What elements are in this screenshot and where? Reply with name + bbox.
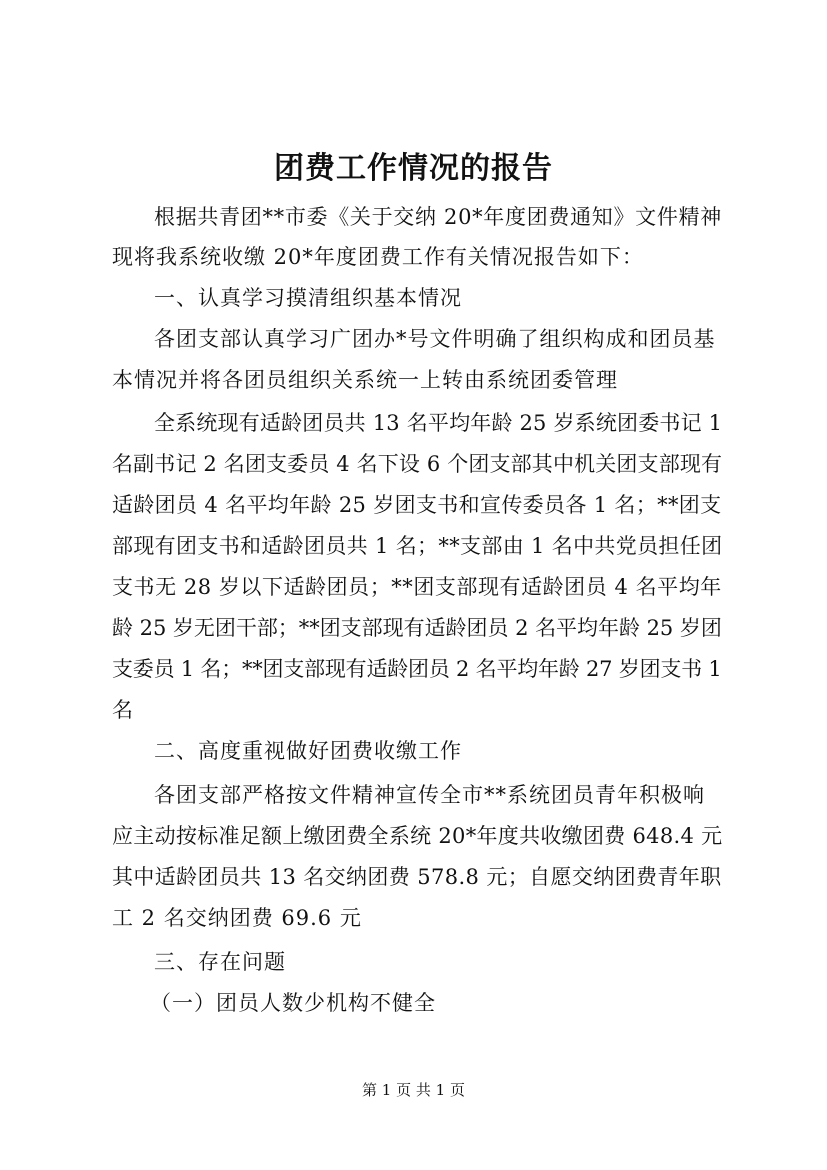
paragraph-line: 支书无 28 岁以下适龄团员；**团支部现有适龄团员 4 名平均年 — [112, 575, 722, 599]
paragraph-line: 名 — [112, 698, 134, 722]
paragraph-line: 应主动按标准足额上缴团费全系统 20*年度共收缴团费 648.4 元 — [112, 824, 723, 848]
paragraph-line: 其中适龄团员共 13 名交纳团费 578.8 元；自愿交纳团费青年职 — [112, 865, 722, 889]
paragraph-line: 本情况并将各团员组织关系统一上转由系统团委管理 — [112, 368, 618, 392]
paragraph-line: 各团支部认真学习广团办*号文件明确了组织构成和团员基 — [154, 327, 716, 351]
paragraph-line: 适龄团员 4 名平均年龄 25 岁团支书和宣传委员各 1 名；**团支 — [112, 493, 722, 517]
paragraph-line: 全系统现有适龄团员共 13 名平均年龄 25 岁系统团委书记 1 — [154, 411, 723, 435]
paragraph-line: 工 2 名交纳团费 69.6 元 — [112, 906, 362, 930]
paragraph-line: 现将我系统收缴 20*年度团费工作有关情况报告如下： — [112, 245, 644, 269]
section-heading: 三、存在问题 — [154, 950, 286, 974]
page-footer: 第 1 页 共 1 页 — [362, 1081, 465, 1099]
paragraph-line: 根据共青团**市委《关于交纳 20*年度团费通知》文件精神 — [154, 205, 722, 229]
subsection-heading: （一）团员人数少机构不健全 — [150, 991, 436, 1015]
document-title: 团费工作情况的报告 — [274, 151, 553, 186]
paragraph-line: 龄 25 岁无团干部；**团支部现有适龄团员 2 名平均年龄 25 岁团 — [112, 616, 722, 640]
paragraph-line: 名副书记 2 名团支委员 4 名下设 6 个团支部其中机关团支部现有 — [112, 452, 723, 476]
section-heading: 二、高度重视做好团费收缴工作 — [154, 739, 462, 763]
section-heading: 一、认真学习摸清组织基本情况 — [154, 286, 462, 310]
paragraph-line: 部现有团支书和适龄团员共 1 名；**支部由 1 名中共党员担任团 — [112, 534, 723, 558]
paragraph-line: 各团支部严格按文件精神宣传全市**系统团员青年积极响 — [154, 783, 705, 807]
paragraph-line: 支委员 1 名；**团支部现有适龄团员 2 名平均年龄 27 岁团支书 1 — [112, 657, 722, 681]
